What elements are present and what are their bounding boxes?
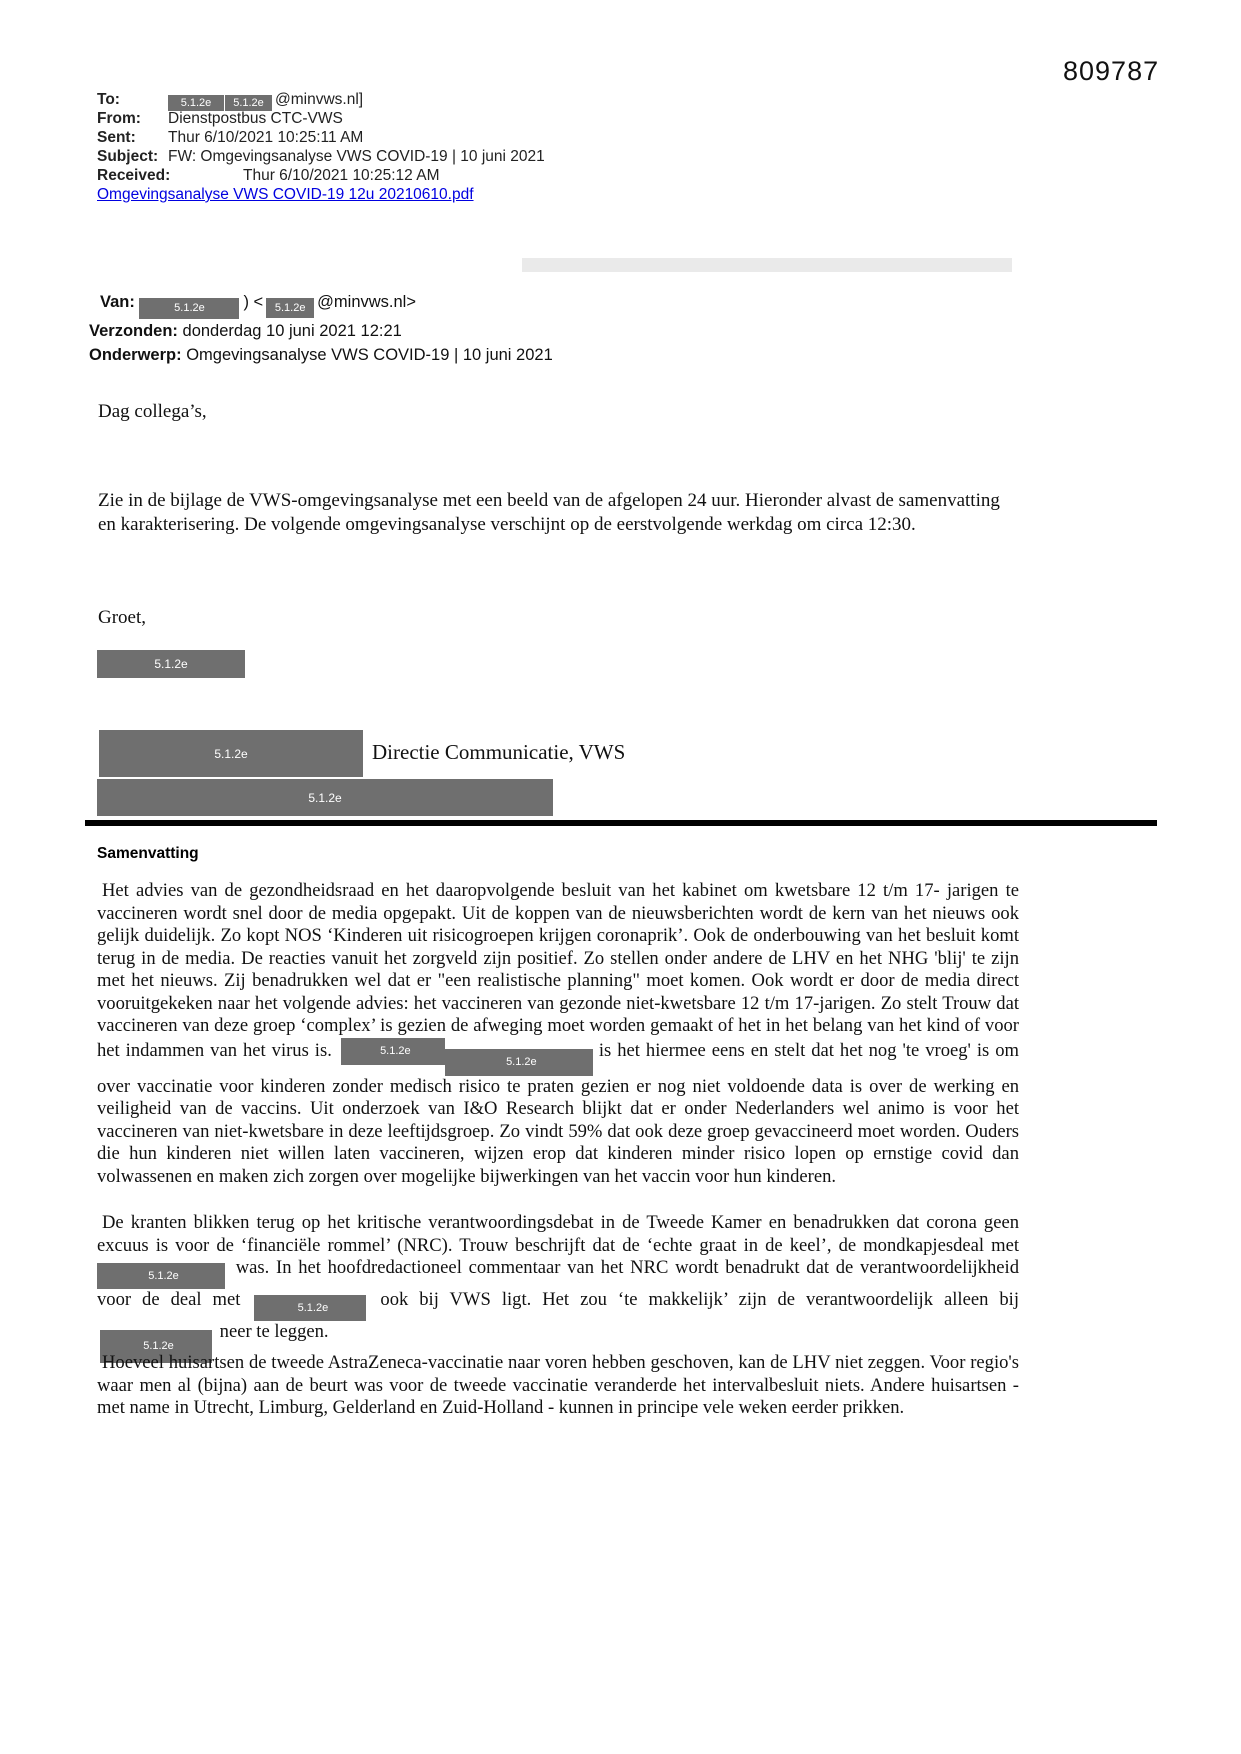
received-value: Thur 6/10/2021 10:25:12 AM xyxy=(243,167,440,184)
received-label: Received: xyxy=(97,167,171,184)
onderwerp-row xyxy=(89,343,553,367)
to-value xyxy=(168,90,363,111)
redaction-box: 5.1.2e xyxy=(168,95,224,111)
signature-organisation: Directie Communicatie, VWS xyxy=(372,740,626,764)
from-label: From: xyxy=(97,110,141,127)
summary-heading: Samenvatting xyxy=(97,845,199,862)
redaction-box-inline: 5.1.2e xyxy=(341,1038,445,1065)
paragraph-text: is het hiermee eens en stelt dat het nog 'te vroeg' is om over vaccinatie voor kinderen zonder medisch risico te praten gezien er nog niet voldoende data is over de werking en veiligheid van de vaccins. Uit onderzoek van I&O Research blijkt dat er onder Nederlanders wel animo is voor het vaccineren van niet-kwetsbare in deze leeftijdsgroep. Zo vindt 59% dat ook deze groep gevaccineerd moet worden. Ouders die hun kinderen niet willen laten vaccineren, wijzen erop dat kinderen minder risico lopen op ernstige covid dan volwassenen en maken zich zorgen over mogelijke bijwerkingen van het vaccin voor hun kinderen. xyxy=(97,1039,1020,1187)
sent-label: Sent: xyxy=(97,129,136,146)
sent-value: Thur 6/10/2021 10:25:11 AM xyxy=(168,129,364,146)
to-label: To: xyxy=(97,91,120,108)
verzonden-value: donderdag 10 juni 2021 12:21 xyxy=(182,322,402,340)
header-row-subject xyxy=(97,147,545,166)
paragraph-text: ook bij VWS ligt. Het zou ‘te makkelijk’ zijn de verantwoordelijk alleen bij xyxy=(380,1289,1019,1310)
redaction-box-inline: 5.1.2e xyxy=(445,1049,593,1076)
forward-header xyxy=(89,290,553,367)
redaction-box-signature-contact: 5.1.2e xyxy=(97,779,553,816)
summary-paragraph-2 xyxy=(97,1212,1019,1363)
van-domain: @minvws.nl> xyxy=(317,293,416,311)
scan-artifact-band xyxy=(522,258,1012,272)
attachment-link[interactable]: Omgevingsanalyse VWS COVID-19 12u 20210610.pdf xyxy=(97,186,474,203)
subject-value: FW: Omgevingsanalyse VWS COVID-19 | 10 juni 2021 xyxy=(168,148,545,165)
header-row-from xyxy=(97,109,545,128)
intro-paragraph: Zie in de bijlage de VWS-omgevingsanalyse met een beeld van de afgelopen 24 uur. Hieronder alvast de samenvatting en karakterisering. De volgende omgevingsanalyse verschijnt op de eerstvolgende werkdag om circa 12:30. xyxy=(98,490,1000,535)
verzonden-label: Verzonden: xyxy=(89,322,178,340)
redaction-box-inline: 5.1.2e xyxy=(100,1330,212,1363)
header-row-attachment xyxy=(97,185,545,204)
greeting: Dag collega’s, xyxy=(98,401,207,422)
onderwerp-label: Onderwerp: xyxy=(89,346,182,364)
document-number: 809787 xyxy=(1063,56,1160,86)
van-row xyxy=(89,290,553,319)
header-row-to xyxy=(97,90,545,109)
redaction-box-signature-name: 5.1.2e xyxy=(97,650,245,678)
section-divider-rule xyxy=(85,820,1157,826)
from-value: Dienstpostbus CTC-VWS xyxy=(168,110,343,127)
paragraph-text: was. In het hoofdredactioneel commentaar van het NRC wordt benadrukt dat de verantwoordelijkheid voor de deal met xyxy=(97,1257,1019,1310)
verzonden-row xyxy=(89,319,553,343)
header-row-received xyxy=(97,166,545,185)
summary-paragraph-3: Hoeveel huisartsen de tweede AstraZeneca-vaccinatie naar voren hebben geschoven, kan de LHV niet zeggen. Voor regio's waar men al (bijna) aan de beurt was voor de tweede vaccinatie veranderde het intervalbesluit niets. Andere huisartsen - met name in Utrecht, Limburg, Gelderland en Zuid-Holland - kunnen in principe vele weken eerder prikken. xyxy=(97,1352,1019,1418)
redaction-box: 5.1.2e xyxy=(266,298,314,318)
van-separator: ) < xyxy=(243,293,264,311)
onderwerp-value: Omgevingsanalyse VWS COVID-19 | 10 juni 2021 xyxy=(186,346,553,364)
redaction-box-inline: 5.1.2e xyxy=(97,1263,225,1289)
paragraph-text: neer te leggen. xyxy=(219,1321,329,1342)
closing: Groet, xyxy=(98,607,147,628)
paragraph-text: De kranten blikken terug op het kritische verantwoordingsdebat in de Tweede Kamer en benadrukken dat corona geen excuus is voor de ‘financiële rommel’ (NRC). Trouw beschrijft dat de ‘echte graat in de keel’, de mondkapjesdeal met xyxy=(97,1212,1019,1256)
van-label: Van: xyxy=(100,293,135,311)
redaction-box: 5.1.2e xyxy=(225,95,272,111)
paragraph-text: Het advies van de gezondheidsraad en het daaropvolgende besluit van het kabinet om kwetsbare 12 t/m 17- jarigen te vaccineren wordt snel door de media opgepakt. Uit de koppen van de nieuwsberichten wordt de kern van het nieuws ook gelijk duidelijk. Zo kopt NOS ‘Kinderen uit risicogroepen krijgen coronaprik’. Ook de onderbouwing van het besluit komt terug in de media. De reacties vanuit het zorgveld zijn positief. Zo stellen onder andere de LHV en het NHG 'blij' te zijn met het nieuws. Zij benadrukken wel dat er "een realistische planning" moet komen. Ook wordt er door de media direct vooruitgekeken naar het volgende advies: het vaccineren van gezonde niet-kwetsbare 12 t/m 17-jarigen. Zo stelt Trouw dat vaccineren van deze groep ‘complex’ is gezien de afweging moet worden gemaakt of het in het belang van het kind of voor het indammen van het virus is. xyxy=(97,880,1019,1061)
to-domain: @minvws.nl] xyxy=(275,91,364,108)
email-header xyxy=(97,90,545,204)
subject-label: Subject: xyxy=(97,148,159,165)
redaction-box-signature-role: 5.1.2e xyxy=(99,730,363,777)
summary-paragraph-1 xyxy=(97,880,1019,1188)
redaction-box: 5.1.2e xyxy=(139,298,239,319)
redaction-box-inline: 5.1.2e xyxy=(254,1295,366,1321)
header-row-sent xyxy=(97,128,545,147)
